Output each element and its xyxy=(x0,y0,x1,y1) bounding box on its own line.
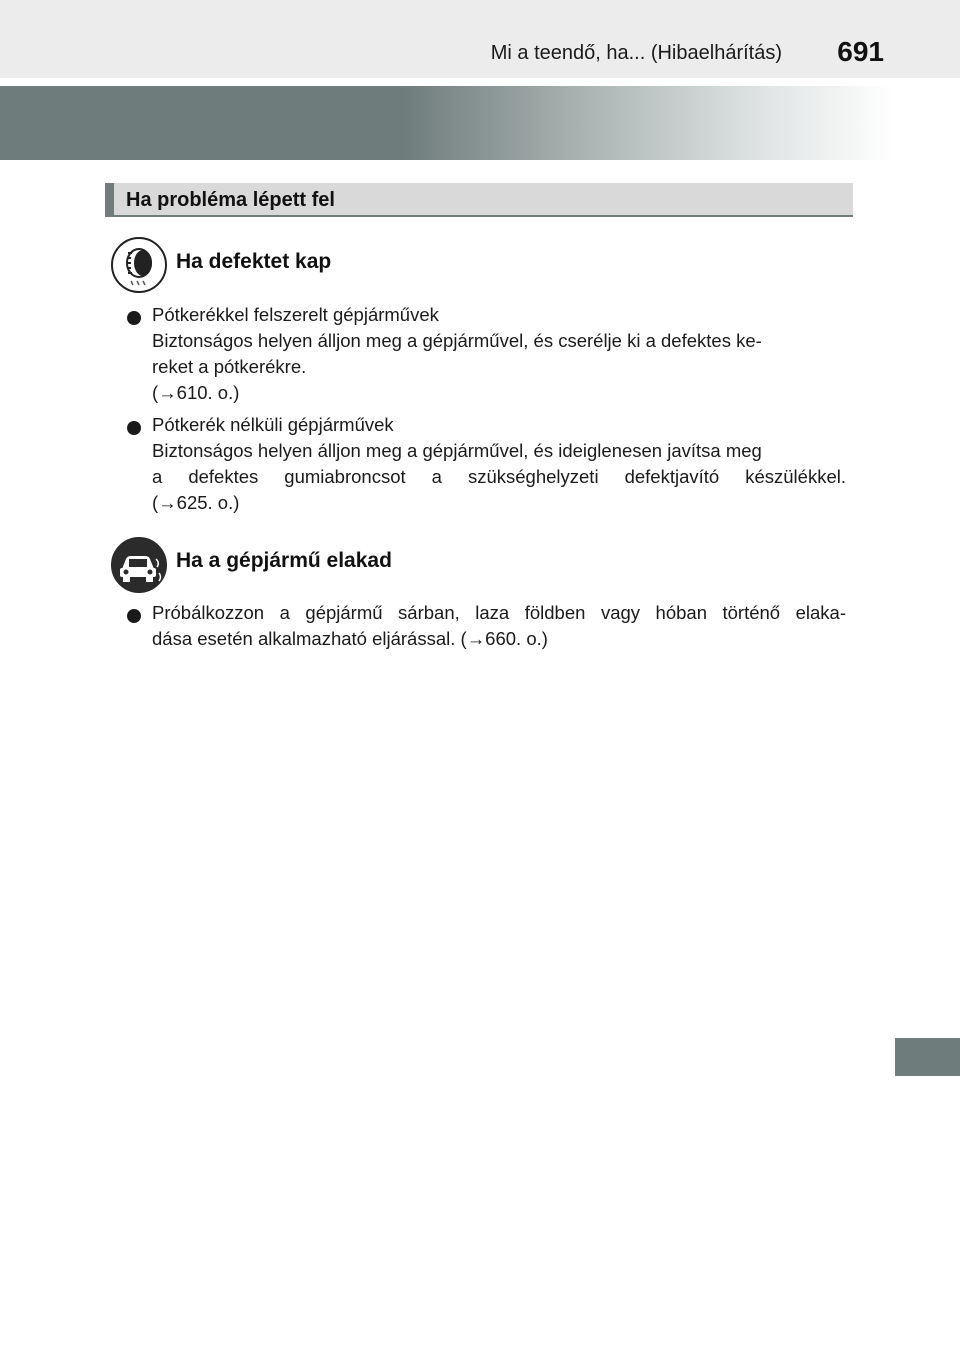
item-line: Biztonságos helyen álljon meg a gépjárművel, és ideiglenesen javítsa meg xyxy=(152,440,762,461)
item-title: Pótkerékkel felszerelt gépjárművek xyxy=(152,304,439,325)
tire-icon xyxy=(111,237,167,293)
flat-tire-item-no-spare xyxy=(152,412,846,516)
item-line: Próbálkozzon a gépjármű sárban, laza földben vagy hóban történő elaka- xyxy=(152,602,846,623)
page-reference: (→625. o.) xyxy=(152,492,240,513)
section-title: Ha probléma lépett fel xyxy=(126,189,335,211)
chapter-title: Mi a teendő, ha... (Hibaelhárítás) xyxy=(490,42,782,64)
subheading-stuck: Ha a gépjármű elakad xyxy=(176,549,392,572)
page-reference: (→610. o.) xyxy=(152,382,240,403)
item-line: dása esetén alkalmazható eljárással. (→660. o.) xyxy=(152,628,548,649)
item-title: Pótkerék nélküli gépjárművek xyxy=(152,414,394,435)
page-number: 691 xyxy=(837,36,884,67)
subheading-flat-tire: Ha defektet kap xyxy=(176,250,332,273)
page-header-bar xyxy=(0,0,960,78)
bullet-point xyxy=(127,609,141,623)
chapter-tab xyxy=(895,1038,960,1076)
bullet-point xyxy=(127,311,141,325)
section-heading xyxy=(105,183,853,217)
stuck-car-icon xyxy=(111,537,167,593)
stuck-item xyxy=(152,600,846,652)
item-line: Biztonságos helyen álljon meg a gépjárművel, és cserélje ki a defektes ke- xyxy=(152,330,762,351)
item-line: a defektes gumiabroncsot a szükséghelyzeti defektjavító készülékkel. xyxy=(152,466,846,487)
chapter-banner xyxy=(0,86,895,160)
bullet-point xyxy=(127,421,141,435)
flat-tire-item-spare xyxy=(152,302,846,406)
item-line: reket a pótkerékre. xyxy=(152,356,307,377)
